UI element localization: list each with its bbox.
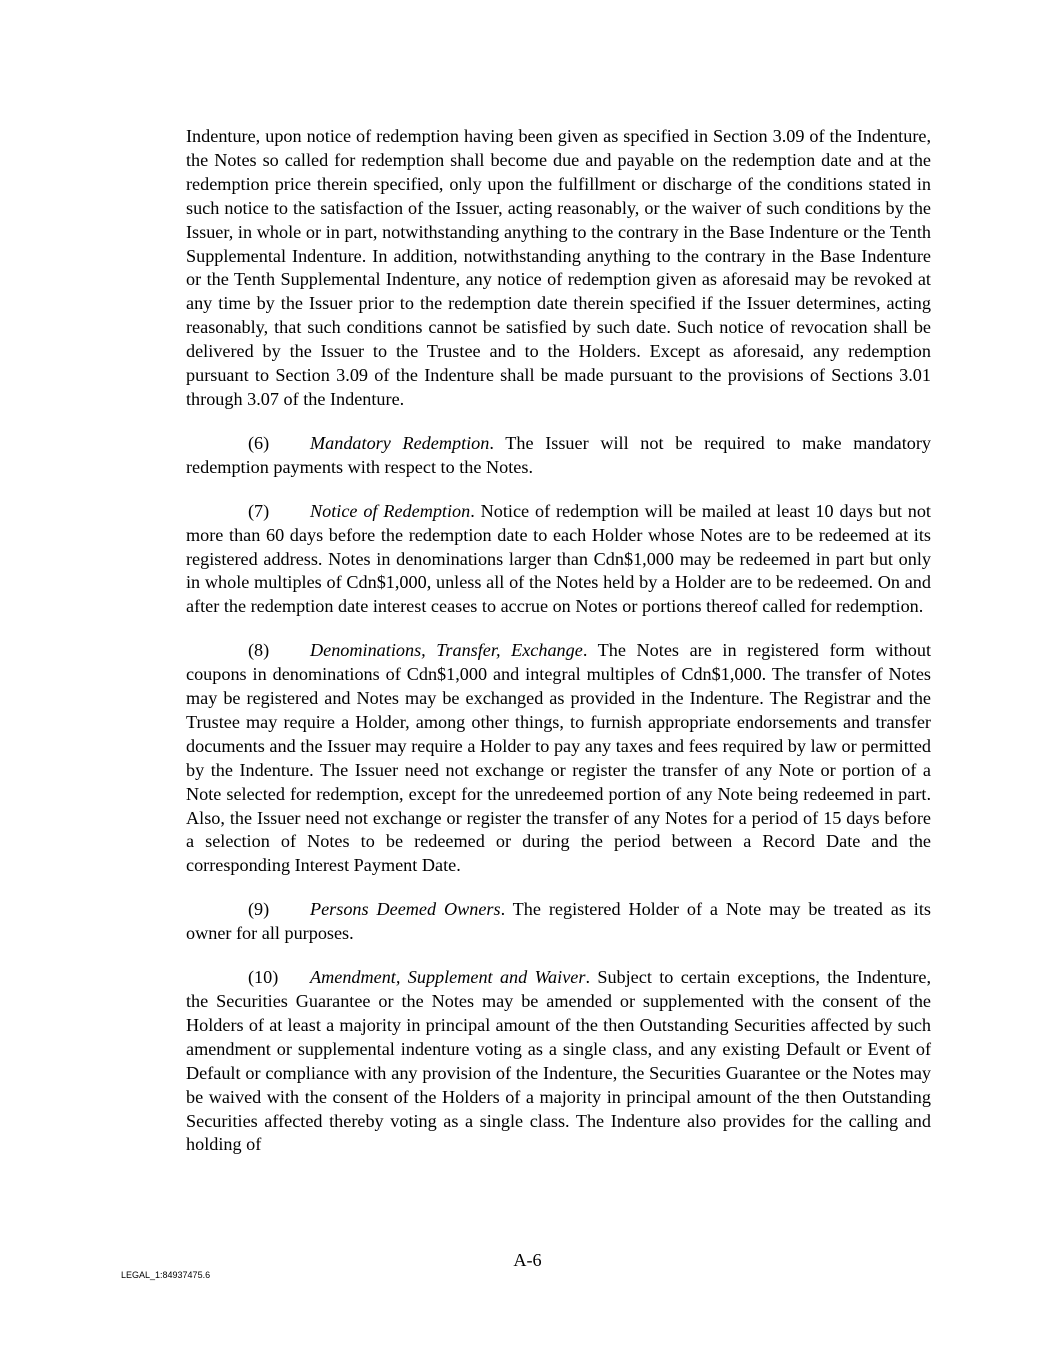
section-heading: Amendment, Supplement and Waiver [310,967,586,988]
section-number: (7) [248,500,270,521]
section-body: . The registered Holder of a Note may be treated as its owner for all purposes. [186,899,931,944]
document-id: LEGAL_1:84937475.6 [121,1270,211,1280]
section-number: (10) [248,967,279,988]
document-body [186,125,931,1177]
section-heading: Denominations, Transfer, Exchange [310,640,583,661]
section-body: . The Issuer will not be required to make mandatory redemption payments with respect to the Notes. [186,432,931,477]
page-number: A-6 [513,1250,542,1270]
section-heading: Notice of Redemption [310,500,471,521]
section-paragraph [186,500,931,620]
section-body: . Notice of redemption will be mailed at least 10 days but not more than 60 days before the redemption date to each Holder whose Notes are to be redeemed at its registered address. Notes in denominations larger than Cdn$1,000 may be redeemed in part but only in whole multiples of Cdn$1,000, unless all of the Notes held by a Holder are to be redeemed. On and after the redemption date interest ceases to accrue on Notes or portions thereof called for redemption. [186,500,931,617]
intro-paragraph: Indenture, upon notice of redemption having been given as specified in Section 3.09 of the Indenture, the Notes so called for redemption shall become due and payable on the redemption date and at the redemption price therein specified, only upon the fulfillment or discharge of the conditions stated in such notice to the satisfaction of the Issuer, acting reasonably, or the waiver of such conditions by the Issuer, in whole or in part, notwithstanding anything to the contrary in the Base Indenture or the Tenth Supplemental Indenture. In addition, notwithstanding anything to the contrary in the Base Indenture or the Tenth Supplemental Indenture, any notice of redemption given as aforesaid may be revoked at any time by the Issuer prior to the redemption date therein specified if the Issuer determines, acting reasonably, that such conditions cannot be satisfied by such date. Such notice of revocation shall be delivered by the Issuer to the Trustee and to the Holders. Except as aforesaid, any redemption pursuant to Section 3.09 of the Indenture shall be made pursuant to the provisions of Sections 3.01 through 3.07 of the Indenture. [186,126,931,409]
section-number: (9) [248,899,270,920]
section-paragraph [186,966,931,1157]
section-body: . The Notes are in registered form without coupons in denominations of Cdn$1,000 and integral multiples of Cdn$1,000. The transfer of Notes may be registered and Notes may be exchanged as provided in the Indenture. The Registrar and the Trustee may require a Holder, among other things, to furnish appropriate endorsements and transfer documents and the Issuer may require a Holder to pay any taxes and fees required by law or permitted by the Indenture. The Issuer need not exchange or register the transfer of any Note or portion of a Note selected for redemption, except for the unredeemed portion of any Note being redeemed in part. Also, the Issuer need not exchange or register the transfer of any Notes for a period of 15 days before a selection of Notes to be redeemed or during the period between a Record Date and the corresponding Interest Payment Date. [186,640,932,876]
section-paragraph [186,639,931,878]
section-number: (8) [248,640,270,661]
section-body: . Subject to certain exceptions, the Indenture, the Securities Guarantee or the Notes may be amended or supplemented with the consent of the Holders of at least a majority in principal amount of the then Outstanding Securities affected by such amendment or supplemental indenture voting as a single class, and any existing Default or Event of Default or compliance with any provision of the Indenture, the Securities Guarantee or the Notes may be waived with the consent of the Holders of a majority in principal amount of the then Outstanding Securities affected thereby voting as a single class. The Indenture also provides for the calling and holding of [186,967,932,1155]
section-number: (6) [248,432,270,453]
section-paragraph [186,898,931,946]
section-paragraph [186,432,931,480]
section-heading: Mandatory Redemption [310,432,490,453]
section-heading: Persons Deemed Owners [310,899,501,920]
